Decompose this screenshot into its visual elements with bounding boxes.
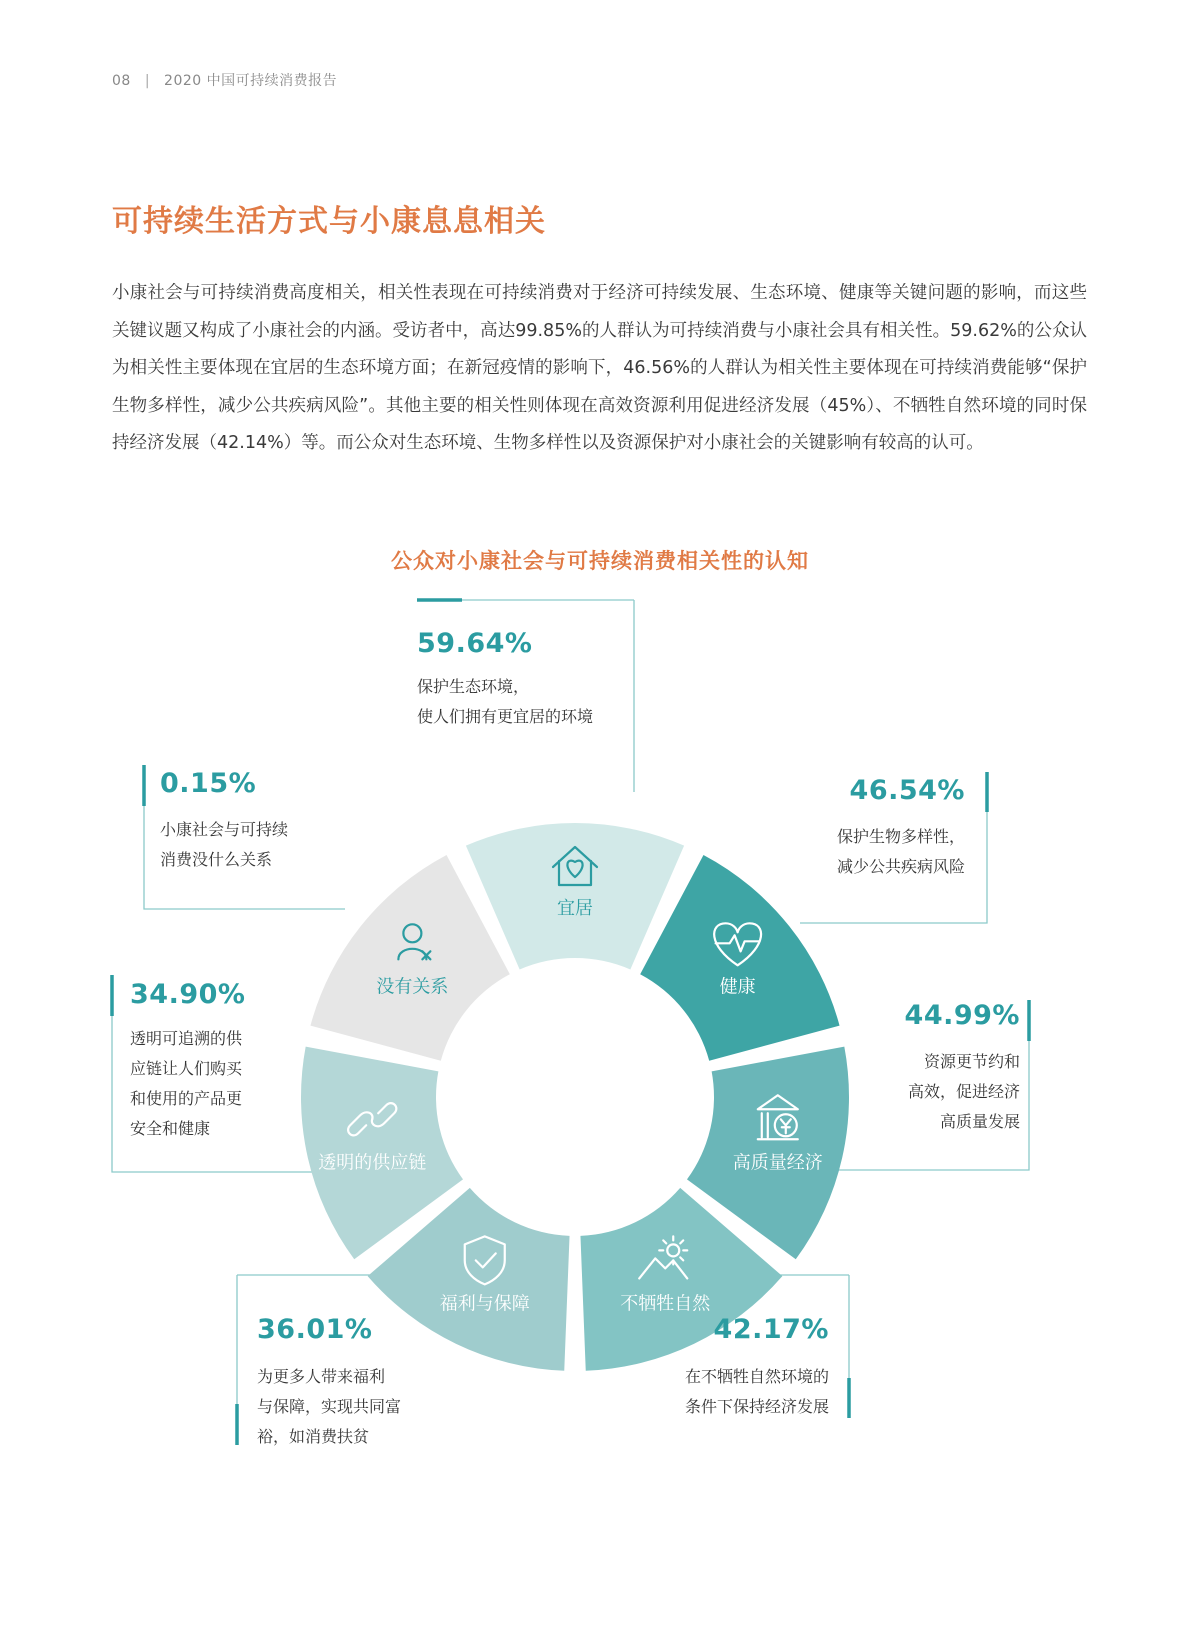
segment-label: 宜居 — [557, 898, 593, 919]
description-label — [837, 822, 965, 882]
value-label: 0.15% — [160, 768, 257, 799]
description-label — [908, 1047, 1020, 1137]
segment-label: 透明的供应链 — [318, 1152, 427, 1174]
page-number: 08 — [112, 73, 131, 89]
section-title: 可持续生活方式与小康息息相关 — [112, 204, 546, 239]
description-line: 高效，促进经济 — [907, 1082, 1020, 1101]
description-line: 透明可追溯的供 — [130, 1029, 243, 1048]
value-label: 36.01% — [257, 1314, 373, 1345]
description-line: 应链让人们购买 — [130, 1059, 243, 1078]
description-line: 使人们拥有更宜居的环境 — [417, 707, 594, 726]
description-label — [130, 1024, 242, 1144]
description-line: 保护生物多样性， — [836, 827, 965, 846]
description-line: 条件下保持经济发展 — [684, 1397, 829, 1416]
description-label — [160, 815, 288, 875]
description-line: 和使用的产品更 — [130, 1089, 243, 1108]
description-label — [417, 672, 593, 732]
description-line: 与保障，实现共同富 — [257, 1397, 402, 1416]
chart-title: 公众对小康社会与可持续消费相关性的认知 — [391, 549, 809, 573]
description-line: 高质量发展 — [939, 1112, 1020, 1131]
description-line: 在不牺牲自然环境的 — [684, 1367, 829, 1386]
value-label: 59.64% — [417, 628, 533, 659]
donut-segment — [310, 855, 509, 1061]
description-line: 小康社会与可持续 — [160, 820, 289, 839]
intro-paragraph: 小康社会与可持续消费高度相关，相关性表现在可持续消费对于经济可持续发展、生态环境、健康等关键问题的影响，而这些关键议题又构成了小康社会的内涵。受访者中，高达99.85%的人群认为可持续消费与小康社会具有相关性。59.62%的公众认为相关性主要体现在宜居的生态环境方面；在新冠疫情的影响下，46.56%的人群认为相关性主要体现在可持续消费能够“保护生物多样性，减少公共疾病风险”。其他主要的相关性则体现在高效资源利用促进经济发展（45%）、不牺牲自然环境的同时保持经济发展（42.14%）等。而公众对生态环境、生物多样性以及资源保护对小康社会的关键影响有较高的认可。 — [112, 283, 1087, 454]
description-line: 裕，如消费扶贫 — [257, 1427, 370, 1446]
segment-label: 高质量经济 — [732, 1152, 823, 1174]
report-name: 2020 中国可持续消费报告 — [164, 73, 338, 89]
donut-segment — [640, 855, 839, 1061]
description-line: 为更多人带来福利 — [257, 1367, 386, 1386]
description-line: 安全和健康 — [130, 1119, 211, 1138]
value-label: 44.99% — [904, 1000, 1020, 1031]
value-label: 34.90% — [130, 979, 246, 1010]
description-label — [685, 1362, 829, 1422]
segment-label: 福利与保障 — [439, 1293, 530, 1315]
description-line: 资源更节约和 — [923, 1052, 1020, 1071]
description-line: 减少公共疾病风险 — [836, 857, 965, 876]
donut-segment — [466, 823, 684, 969]
segment-label: 不牺牲自然 — [620, 1293, 711, 1315]
description-line: 消费没什么关系 — [160, 850, 273, 869]
header-separator: | — [144, 73, 151, 89]
value-label: 46.54% — [849, 775, 965, 806]
segment-label: 没有关系 — [376, 976, 449, 998]
description-label — [257, 1362, 401, 1452]
value-label: 42.17% — [713, 1314, 829, 1345]
segment-label: 健康 — [719, 976, 756, 998]
description-line: 保护生态环境， — [417, 677, 530, 696]
